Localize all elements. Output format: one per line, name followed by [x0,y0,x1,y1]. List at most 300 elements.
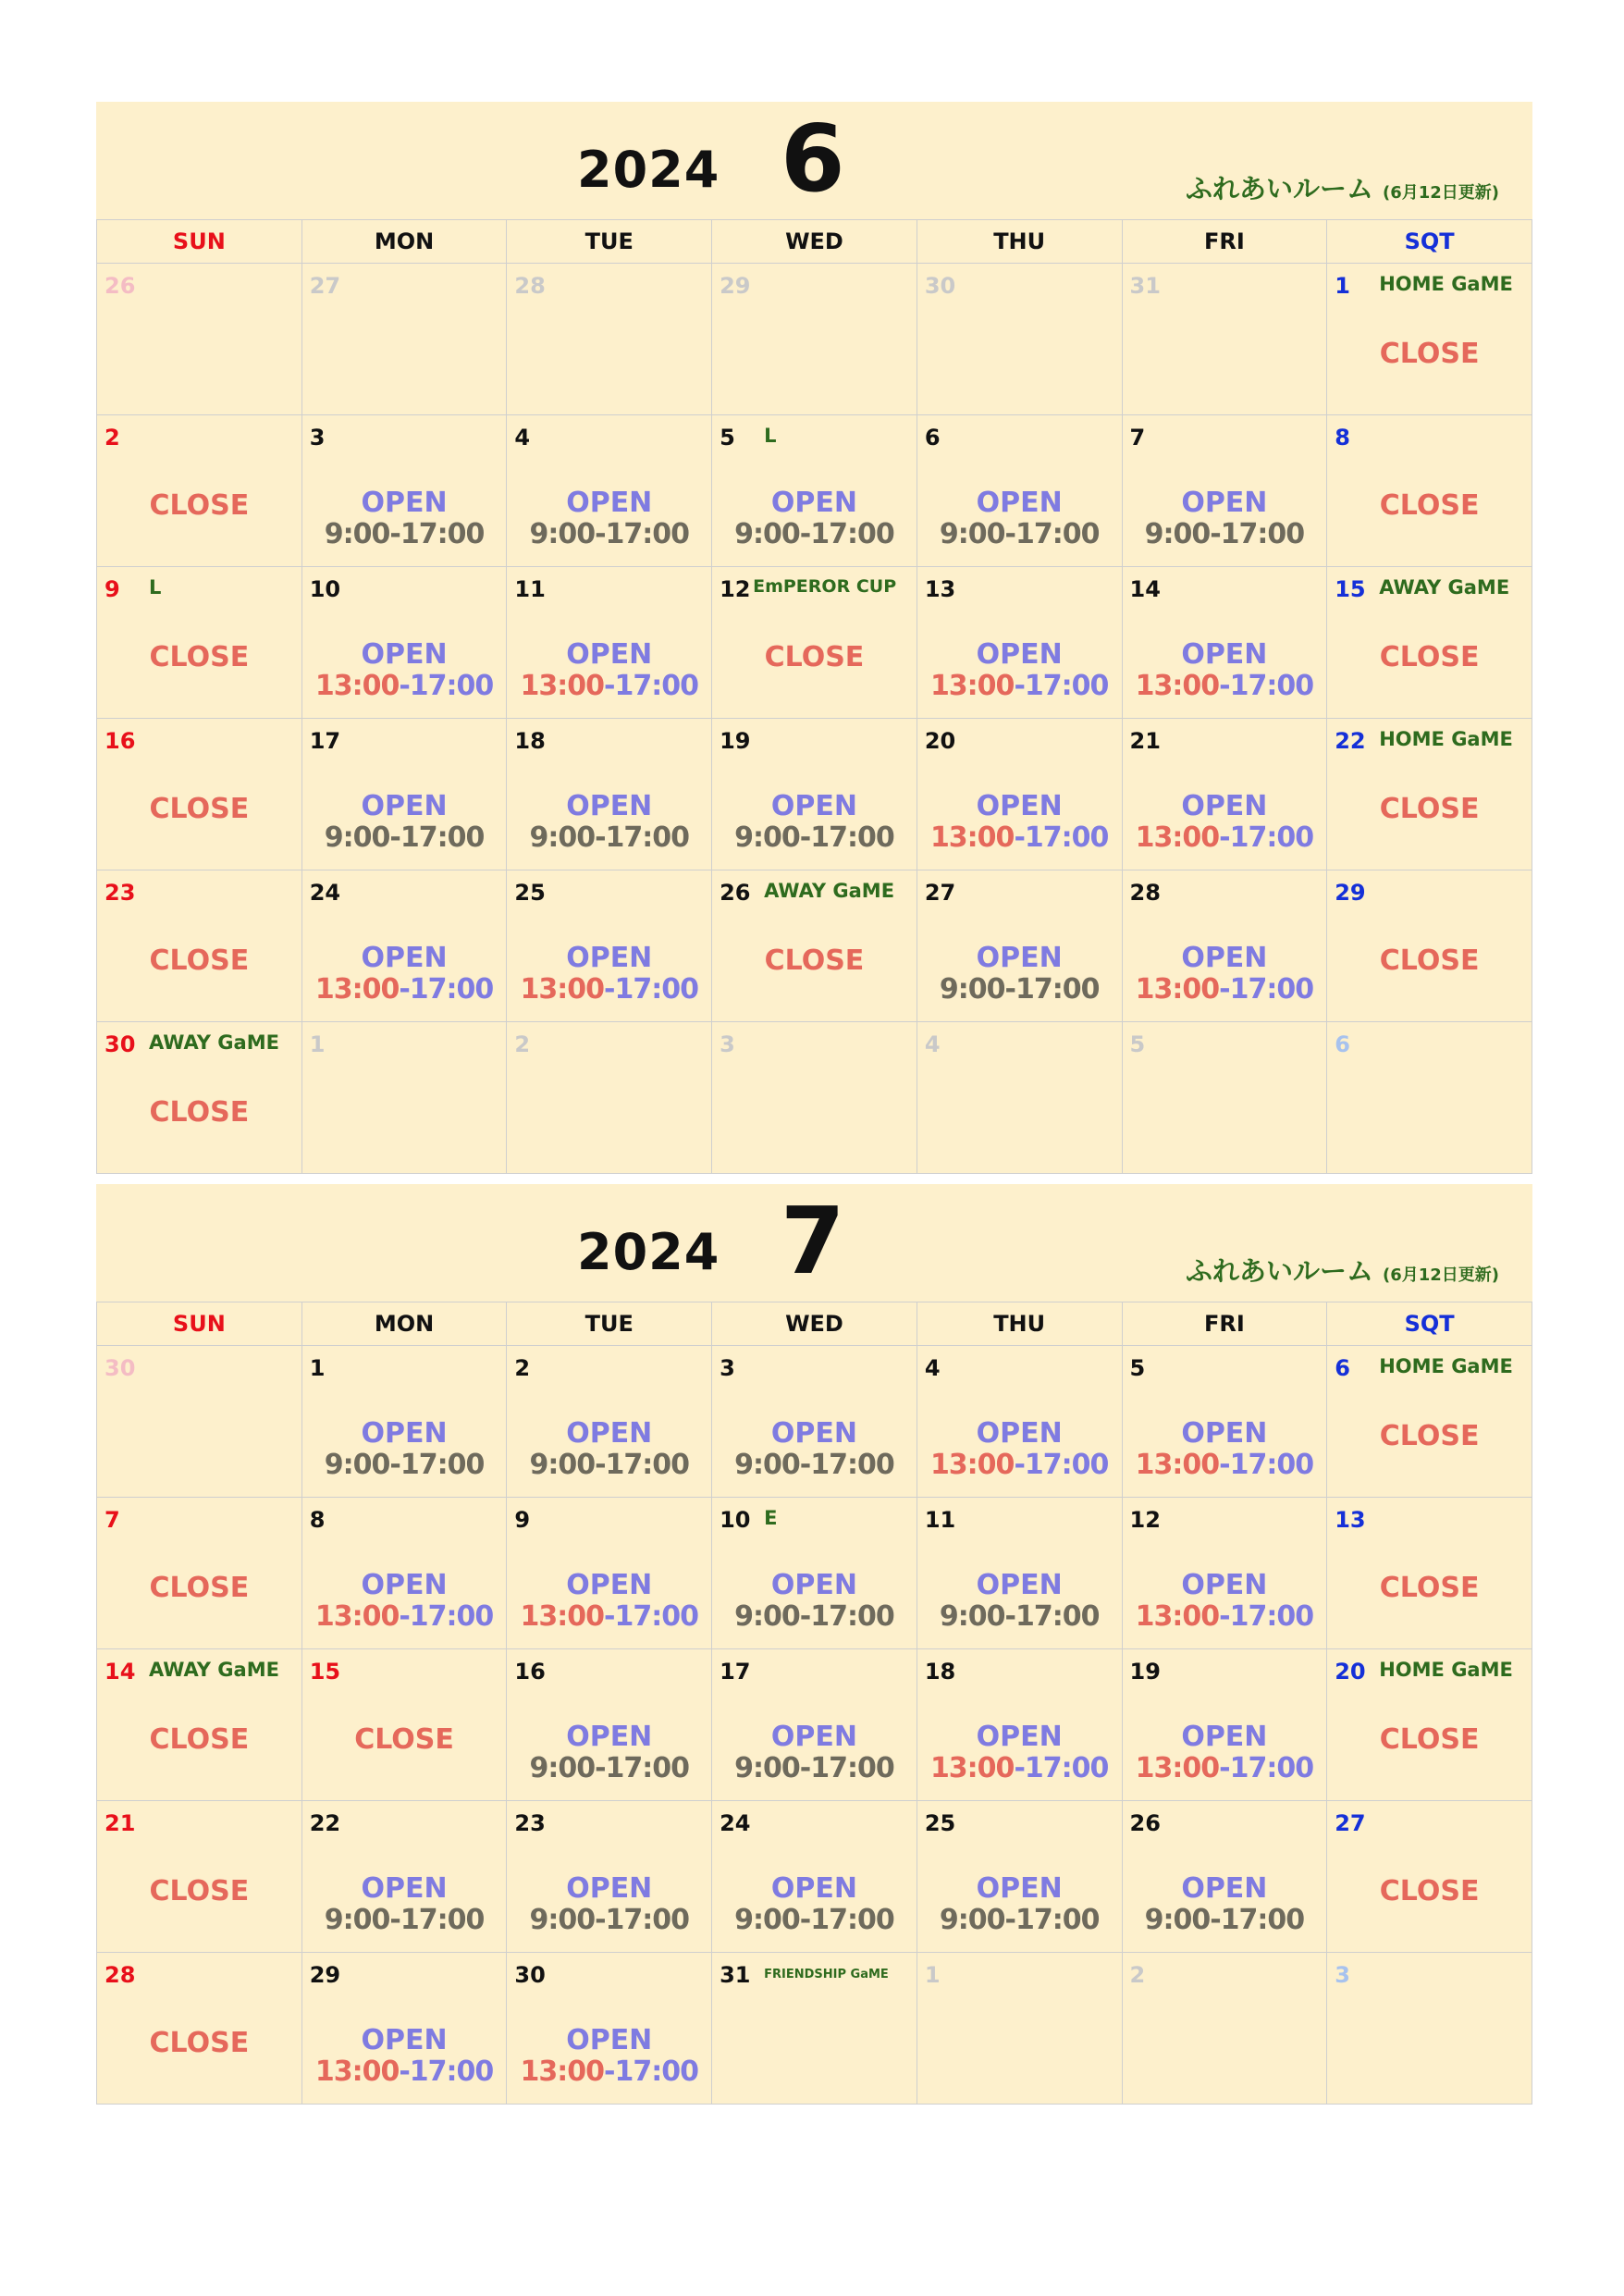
opening-hours [507,671,711,702]
day-number: 6 [924,425,941,451]
status-open [1123,1418,1327,1481]
hours-start: 13:00 [314,973,400,1006]
day-number: 19 [720,728,751,754]
day-number: 29 [720,273,751,299]
day-cell [507,1953,712,2105]
status-open [1123,791,1327,854]
opening-hours: 9:00-17:00 [529,1752,690,1784]
day-cell [301,1346,507,1498]
day-number: 11 [924,1507,956,1533]
day-cell [1122,567,1327,719]
day-number: 27 [924,880,956,906]
open-label: OPEN [1181,1417,1268,1450]
day-cell [712,567,917,719]
status-open [507,639,711,702]
week-row [97,719,1532,870]
day-number: 1 [1335,273,1350,299]
open-label: OPEN [1181,487,1268,519]
day-number: 2 [514,1355,531,1381]
hours-end: -17:00 [1014,1449,1109,1481]
day-number: 3 [309,425,326,451]
day-number: 2 [514,1031,531,1057]
opening-hours [302,671,507,702]
week-row [97,1801,1532,1953]
day-number: 3 [1335,1962,1350,1988]
day-number: 8 [309,1507,326,1533]
hours-start: 13:00 [520,2055,605,2088]
day-cell [507,1801,712,1953]
open-label: OPEN [566,2024,653,2056]
open-label: OPEN [976,1569,1063,1601]
opening-hours [1123,1753,1327,1784]
day-number: 5 [720,425,735,451]
open-label: OPEN [770,1417,857,1450]
status-closed [97,791,301,828]
status-open [302,791,507,854]
day-cell [507,1649,712,1801]
close-label: CLOSE [149,944,250,977]
day-cell [301,870,507,1022]
close-label: CLOSE [149,1875,250,1907]
hours-end: -17:00 [1219,1752,1314,1784]
status-closed [1327,1570,1532,1607]
open-label: OPEN [566,638,653,671]
day-number: 11 [514,576,546,602]
day-cell [917,1022,1122,1174]
status-open [302,1570,507,1633]
open-label: OPEN [770,1721,857,1753]
weekday-header: WED [712,1302,917,1346]
day-number: 3 [720,1031,735,1057]
day-number: 12 [720,576,751,602]
status-closed [1327,943,1532,980]
month-label: 6 [781,105,845,213]
room-title [1186,168,1499,206]
day-number: 26 [105,273,136,299]
opening-hours: 9:00-17:00 [324,1904,485,1936]
opening-hours: 9:00-17:00 [1144,1904,1305,1936]
event-note: HOME GaME [1379,728,1513,750]
opening-hours [507,1601,711,1633]
weekday-header: TUE [507,220,712,264]
week-row [97,415,1532,567]
day-number: 30 [924,273,956,299]
event-note: HOME GaME [1379,1355,1513,1377]
open-label: OPEN [361,487,448,519]
calendar-grid [96,1302,1532,2105]
day-cell [1327,567,1532,719]
day-number: 20 [1335,1659,1366,1685]
day-number: 18 [514,728,546,754]
opening-hours [1123,671,1327,702]
close-label: CLOSE [1379,641,1480,673]
close-label: CLOSE [149,489,250,522]
day-cell [301,1022,507,1174]
open-label: OPEN [1181,942,1268,974]
day-cell [301,567,507,719]
day-cell [1327,1649,1532,1801]
close-label: CLOSE [764,944,865,977]
day-cell [1122,1022,1327,1174]
status-open [917,639,1122,702]
opening-hours [507,2056,711,2088]
open-label: OPEN [976,942,1063,974]
day-number: 10 [720,1507,751,1533]
hours-end: -17:00 [604,973,698,1006]
day-cell [1122,1953,1327,2105]
hours-start: 13:00 [929,1752,1015,1784]
status-open [507,791,711,854]
open-label: OPEN [976,638,1063,671]
hours-start: 13:00 [314,670,400,702]
day-cell [917,1498,1122,1649]
day-number: 15 [1335,576,1366,602]
open-label: OPEN [566,942,653,974]
hours-start: 13:00 [314,2055,400,2088]
hours-end: -17:00 [1219,670,1314,702]
status-open [917,1722,1122,1784]
opening-hours: 9:00-17:00 [324,821,485,854]
event-note: HOME GaME [1379,273,1513,295]
day-cell [507,264,712,415]
opening-hours: 9:00-17:00 [939,1600,1100,1633]
day-number: 5 [1129,1031,1146,1057]
day-cell [1122,1498,1327,1649]
day-number: 7 [105,1507,120,1533]
weekday-header: SQT [1327,220,1532,264]
open-label: OPEN [1181,790,1268,822]
status-open [1123,1873,1327,1936]
status-open [1123,1722,1327,1784]
day-cell [917,415,1122,567]
calendar-june [96,102,1532,1174]
day-number: 7 [1129,425,1146,451]
week-row [97,1953,1532,2105]
day-number: 9 [105,576,120,602]
opening-hours: 9:00-17:00 [939,973,1100,1006]
day-number: 20 [924,728,956,754]
close-label: CLOSE [1379,793,1480,825]
day-cell [917,1649,1122,1801]
opening-hours: 9:00-17:00 [529,518,690,550]
day-cell [97,415,302,567]
opening-hours [917,1753,1122,1784]
open-label: OPEN [566,1872,653,1905]
day-number: 16 [514,1659,546,1685]
hours-end: -17:00 [604,1600,698,1633]
status-closed [1327,639,1532,676]
opening-hours [917,1450,1122,1481]
close-label: CLOSE [1379,1420,1480,1452]
calendar-grid [96,219,1532,1174]
day-cell [1327,1953,1532,2105]
day-number: 6 [1335,1031,1350,1057]
hours-end: -17:00 [1014,821,1109,854]
open-label: OPEN [976,487,1063,519]
day-number: 2 [1129,1962,1146,1988]
day-number: 18 [924,1659,956,1685]
week-row [97,264,1532,415]
open-label: OPEN [976,1721,1063,1753]
status-closed [712,639,917,676]
opening-hours [917,822,1122,854]
close-label: CLOSE [354,1723,454,1756]
opening-hours: 9:00-17:00 [734,518,894,550]
day-number: 8 [1335,425,1350,451]
opening-hours [1123,1450,1327,1481]
day-number: 12 [1129,1507,1161,1533]
day-number: 24 [309,880,341,906]
day-cell [1327,1346,1532,1498]
day-cell [712,1953,917,2105]
opening-hours: 9:00-17:00 [529,821,690,854]
status-open [302,2025,507,2088]
weekday-header: SUN [97,1302,302,1346]
status-open [1123,639,1327,702]
hours-start: 13:00 [1135,1752,1220,1784]
hours-end: -17:00 [1219,973,1314,1006]
hours-start: 13:00 [1135,973,1220,1006]
status-closed [1327,336,1532,373]
day-number: 27 [1335,1810,1366,1836]
opening-hours [1123,1601,1327,1633]
day-cell [712,1022,917,1174]
open-label: OPEN [1181,1569,1268,1601]
day-number: 29 [309,1962,341,1988]
open-label: OPEN [1181,1721,1268,1753]
day-number: 28 [105,1962,136,1988]
weekday-header: FRI [1122,220,1327,264]
day-cell [1327,1801,1532,1953]
weekday-header: TUE [507,1302,712,1346]
close-label: CLOSE [1379,1875,1480,1907]
open-label: OPEN [361,638,448,671]
day-cell [1327,719,1532,870]
close-label: CLOSE [1379,1572,1480,1604]
opening-hours: 9:00-17:00 [939,518,1100,550]
day-number: 1 [309,1031,326,1057]
status-closed [302,1722,507,1759]
day-cell [1122,415,1327,567]
open-label: OPEN [566,790,653,822]
day-number: 23 [105,880,136,906]
status-open [302,488,507,550]
day-number: 31 [720,1962,751,1988]
status-open [917,488,1122,550]
status-open [917,943,1122,1006]
day-number: 30 [105,1031,136,1057]
close-label: CLOSE [149,1723,250,1756]
opening-hours [1123,822,1327,854]
day-cell [917,870,1122,1022]
weekday-header: SUN [97,220,302,264]
open-label: OPEN [361,1417,448,1450]
day-number: 22 [1335,728,1366,754]
open-label: OPEN [1181,1872,1268,1905]
day-number: 21 [105,1810,136,1836]
day-cell [1327,415,1532,567]
day-cell [97,1801,302,1953]
close-label: CLOSE [1379,944,1480,977]
day-cell [712,1649,917,1801]
event-note: EmPEROR CUP [753,576,897,597]
status-closed [1327,791,1532,828]
hours-end: -17:00 [1219,1600,1314,1633]
hours-end: -17:00 [1219,821,1314,854]
day-cell [712,1801,917,1953]
week-row [97,1649,1532,1801]
room-updated: (6月12日更新) [1382,1265,1499,1285]
day-cell [917,1346,1122,1498]
event-note: FRIENDSHIP GaME [764,1968,889,1981]
day-number: 2 [105,425,120,451]
status-closed [97,943,301,980]
day-cell [1122,870,1327,1022]
calendar-header [96,1184,1532,1302]
status-open [507,1570,711,1633]
day-number: 14 [1129,576,1161,602]
status-closed [1327,1873,1532,1910]
hours-start: 13:00 [929,670,1015,702]
opening-hours: 9:00-17:00 [324,1449,485,1481]
day-cell [712,1498,917,1649]
day-number: 30 [105,1355,136,1381]
day-number: 14 [105,1659,136,1685]
day-number: 27 [309,273,341,299]
open-label: OPEN [361,1872,448,1905]
status-closed [712,943,917,980]
day-number: 4 [514,425,531,451]
open-label: OPEN [566,1721,653,1753]
day-cell [97,264,302,415]
day-cell [917,719,1122,870]
open-label: OPEN [566,1569,653,1601]
status-open [302,943,507,1006]
open-label: OPEN [361,942,448,974]
day-cell [97,1649,302,1801]
event-note: AWAY GaME [764,880,895,902]
day-cell [917,1953,1122,2105]
status-closed [1327,1418,1532,1455]
status-closed [1327,1722,1532,1759]
status-closed [97,639,301,676]
hours-start: 13:00 [520,973,605,1006]
opening-hours: 9:00-17:00 [734,1904,894,1936]
day-number: 4 [924,1355,941,1381]
status-open [302,639,507,702]
week-row [97,870,1532,1022]
hours-end: -17:00 [1014,1752,1109,1784]
day-cell [97,1022,302,1174]
status-open [712,1570,917,1633]
status-open [302,1873,507,1936]
weekday-header: MON [301,1302,507,1346]
weekday-header: WED [712,220,917,264]
status-open [302,1418,507,1481]
day-number: 9 [514,1507,531,1533]
event-note: HOME GaME [1379,1659,1513,1681]
status-open [507,2025,711,2088]
opening-hours [917,671,1122,702]
hours-end: -17:00 [399,973,494,1006]
week-row [97,567,1532,719]
calendar-header [96,102,1532,219]
close-label: CLOSE [1379,1723,1480,1756]
status-open [917,1570,1122,1633]
status-open [917,791,1122,854]
day-number: 22 [309,1810,341,1836]
opening-hours: 9:00-17:00 [734,1449,894,1481]
close-label: CLOSE [149,793,250,825]
day-cell [507,870,712,1022]
day-number: 25 [924,1810,956,1836]
opening-hours: 9:00-17:00 [529,1449,690,1481]
day-cell [712,719,917,870]
status-open [507,488,711,550]
room-title-text: ふれあいルーム [1185,173,1373,204]
event-note: E [764,1507,778,1529]
day-cell [1327,1498,1532,1649]
room-updated: (6月12日更新) [1382,183,1499,203]
hours-start: 13:00 [929,1449,1015,1481]
close-label: CLOSE [149,1572,250,1604]
status-closed [1327,488,1532,525]
open-label: OPEN [361,790,448,822]
open-label: OPEN [770,790,857,822]
day-cell [301,1649,507,1801]
status-closed [97,1722,301,1759]
day-cell [507,1346,712,1498]
opening-hours [302,974,507,1006]
hours-end: -17:00 [1219,1449,1314,1481]
day-cell [507,1498,712,1649]
hours-start: 13:00 [520,670,605,702]
day-number: 10 [309,576,341,602]
open-label: OPEN [770,1569,857,1601]
status-open [507,1873,711,1936]
status-open [507,1418,711,1481]
close-label: CLOSE [1379,489,1480,522]
hours-start: 13:00 [1135,1449,1220,1481]
opening-hours [302,2056,507,2088]
close-label: CLOSE [1379,338,1480,370]
day-number: 24 [720,1810,751,1836]
day-cell [507,1022,712,1174]
day-number: 5 [1129,1355,1146,1381]
status-open [507,1722,711,1784]
day-number: 17 [309,728,341,754]
open-label: OPEN [976,1872,1063,1905]
open-label: OPEN [361,1569,448,1601]
day-cell [1327,264,1532,415]
week-row [97,1022,1532,1174]
day-cell [1122,1346,1327,1498]
opening-hours: 9:00-17:00 [734,1600,894,1633]
weekday-header: THU [917,220,1122,264]
status-open [507,943,711,1006]
status-closed [97,1094,301,1131]
status-open [712,1722,917,1784]
open-label: OPEN [361,2024,448,2056]
year-label: 2024 [577,1223,720,1281]
day-number: 1 [924,1962,941,1988]
status-closed [97,1570,301,1607]
event-note: AWAY GaME [149,1031,279,1054]
open-label: OPEN [1181,638,1268,671]
day-cell [97,870,302,1022]
day-cell [712,870,917,1022]
hours-start: 13:00 [929,821,1015,854]
